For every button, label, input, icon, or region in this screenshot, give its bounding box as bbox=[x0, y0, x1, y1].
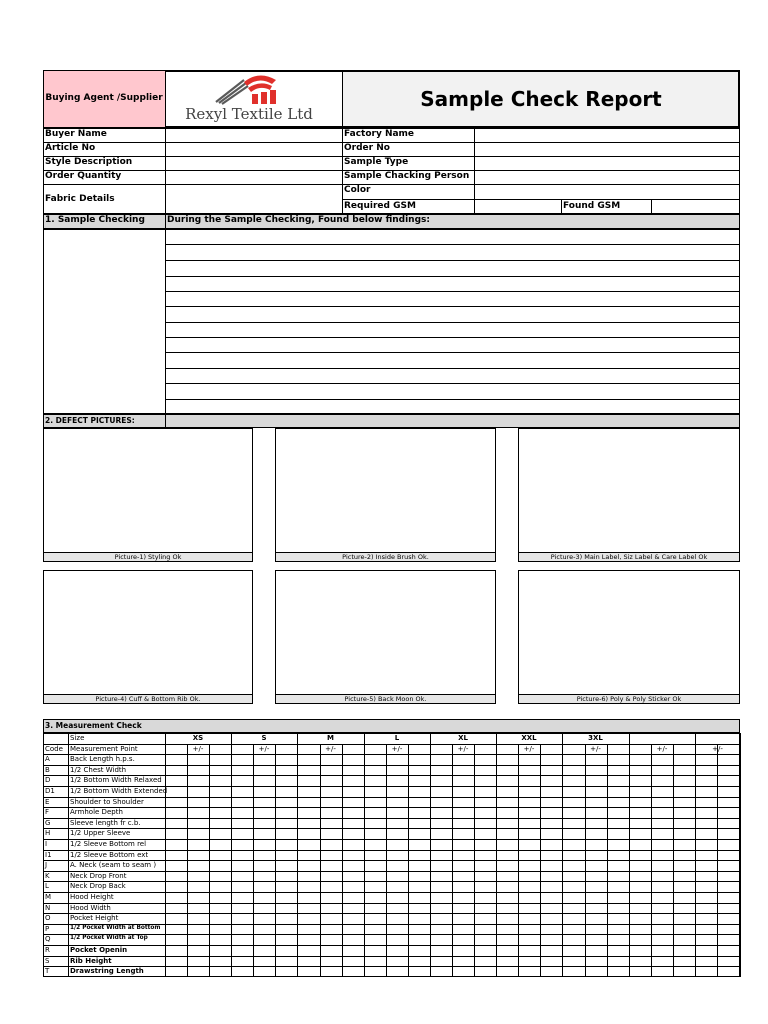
measurement-point: Armhole Depth bbox=[70, 808, 123, 817]
picture-frame bbox=[275, 570, 496, 695]
measurement-code: I bbox=[45, 840, 48, 848]
measurement-point: Pocket Openin bbox=[70, 946, 128, 954]
code-col-line bbox=[68, 733, 69, 977]
measurement-point: 1/2 Upper Sleeve bbox=[70, 829, 131, 838]
measurement-point: Hood Height bbox=[70, 893, 114, 901]
measurement-point: A. Neck (seam to seam ) bbox=[70, 861, 157, 870]
measurement-code: J bbox=[45, 861, 48, 870]
measurement-point: Hood Width bbox=[70, 903, 111, 912]
findings-line bbox=[165, 383, 740, 384]
picture-frame bbox=[518, 428, 740, 553]
measurement-code: S bbox=[45, 956, 50, 965]
size-header: XS bbox=[192, 734, 204, 742]
info-col-line bbox=[165, 128, 166, 214]
size-group-line bbox=[562, 733, 563, 977]
size-header: XXL bbox=[521, 734, 537, 742]
measurement-code: O bbox=[45, 914, 51, 923]
measurement-code: F bbox=[45, 808, 50, 817]
code-label: Code bbox=[45, 744, 63, 753]
measurement-point: 1/2 Pocket Width at Top bbox=[70, 935, 148, 942]
size-header: L bbox=[394, 734, 400, 742]
size-group-line bbox=[231, 733, 232, 977]
info-row-line bbox=[43, 184, 343, 185]
size-group-line bbox=[496, 733, 497, 977]
order-no-label: Order No bbox=[344, 143, 390, 153]
findings-line bbox=[165, 337, 740, 338]
measurement-code: E bbox=[45, 797, 50, 806]
measurement-code: A bbox=[45, 755, 50, 764]
measurement-code: H bbox=[45, 829, 51, 838]
picture-caption: Picture-4) Cuff & Bottom Rib Ok. bbox=[95, 695, 201, 703]
picture-caption: Picture-3) Main Label, Siz Label & Care Label Ok bbox=[550, 553, 708, 561]
tolerance-header: +/- bbox=[258, 744, 270, 753]
measurement-row-line bbox=[43, 754, 740, 755]
measurement-point: 1/2 Bottom Width Extended bbox=[70, 787, 168, 795]
size-group-line bbox=[629, 733, 630, 977]
info-col-line bbox=[342, 128, 343, 214]
measurement-row-line bbox=[43, 839, 740, 840]
measurement-code: M bbox=[45, 893, 52, 901]
findings-line bbox=[165, 399, 740, 400]
section1-title: 1. Sample Checking bbox=[45, 215, 145, 225]
measurement-row-line bbox=[43, 818, 740, 819]
measurement-code: K bbox=[45, 871, 50, 880]
report-title: Sample Check Report bbox=[420, 87, 662, 111]
size-group-line bbox=[740, 733, 741, 977]
size-label: Size bbox=[70, 734, 85, 742]
findings-line bbox=[165, 244, 740, 245]
size-header: M bbox=[327, 734, 334, 742]
size-group-line bbox=[364, 733, 365, 977]
tolerance-header: +/- bbox=[192, 744, 204, 753]
info-label: Order Quantity bbox=[45, 171, 122, 181]
info-col-line bbox=[651, 199, 652, 214]
measurement-point: 1/2 Sleeve Bottom rel bbox=[70, 840, 147, 848]
measurement-row-line bbox=[43, 807, 740, 808]
tolerance-header: +/- bbox=[325, 744, 336, 753]
picture-caption: Picture-1) Styling Ok bbox=[114, 553, 182, 561]
measurement-row-line bbox=[43, 765, 740, 766]
info-col-line bbox=[561, 199, 562, 214]
tolerance-header: +/- bbox=[656, 744, 668, 753]
measurement-row-line bbox=[43, 797, 740, 798]
measurement-row-line bbox=[43, 945, 740, 946]
findings-line bbox=[165, 368, 740, 369]
info-label: Buyer Name bbox=[45, 129, 107, 139]
required-gsm-label: Required GSM bbox=[344, 201, 416, 211]
company-logo-icon bbox=[214, 72, 284, 108]
size-header: XL bbox=[458, 734, 468, 742]
measurement-row-line bbox=[43, 913, 740, 914]
factory-name-label: Factory Name bbox=[344, 129, 415, 139]
findings-line bbox=[165, 291, 740, 292]
measurement-point: Neck Drop Front bbox=[70, 871, 127, 880]
section1-subtitle: During the Sample Checking, Found below findings: bbox=[167, 215, 430, 225]
tolerance-header: +/- bbox=[523, 744, 535, 753]
measurement-code: P bbox=[45, 924, 50, 933]
measurement-code: G bbox=[45, 818, 51, 827]
size-group-line bbox=[165, 733, 166, 977]
info-row-line bbox=[343, 184, 740, 185]
measurement-point: Back Length h.p.s. bbox=[70, 755, 135, 764]
measurement-point: Pocket Height bbox=[70, 914, 119, 923]
picture-frame bbox=[518, 570, 740, 695]
measurement-row-line bbox=[43, 966, 740, 967]
picture-frame bbox=[275, 428, 496, 553]
measurement-point: 1/2 Chest Width bbox=[70, 765, 127, 774]
found-gsm-label: Found GSM bbox=[563, 201, 621, 211]
size-group-line bbox=[430, 733, 431, 977]
findings-line bbox=[165, 260, 740, 261]
size-header: S bbox=[261, 734, 267, 742]
info-row-line bbox=[343, 142, 740, 143]
measurement-point: 1/2 Sleeve Bottom ext bbox=[70, 850, 149, 859]
section3-title: 3. Measurement Check bbox=[45, 721, 142, 730]
measurement-row-line bbox=[43, 956, 740, 957]
measurement-point: Shoulder to Shoulder bbox=[70, 797, 144, 806]
info-row-line bbox=[343, 199, 740, 200]
measurement-point: 1/2 Bottom Width Relaxed bbox=[70, 776, 162, 785]
measurement-row-line bbox=[43, 903, 740, 904]
company-name: Rexyl Textile Ltd bbox=[185, 105, 313, 123]
measurement-row-line bbox=[43, 828, 740, 829]
measurement-code: Q bbox=[45, 935, 51, 944]
measurement-code: R bbox=[45, 946, 50, 954]
size-group-line bbox=[297, 733, 298, 977]
picture-frame bbox=[43, 570, 253, 695]
findings-line bbox=[165, 276, 740, 277]
picture-caption: Picture-2) Inside Brush Ok. bbox=[342, 553, 429, 561]
measurement-point: Drawstring Length bbox=[70, 967, 144, 976]
findings-line bbox=[165, 306, 740, 307]
section2-header bbox=[43, 414, 740, 428]
measurement-code: I1 bbox=[45, 850, 52, 859]
measurement-code: L bbox=[45, 882, 49, 891]
section2-col-line bbox=[165, 414, 166, 428]
measurement-point: 1/2 Pocket Width at Bottom bbox=[70, 924, 161, 931]
section3-header bbox=[43, 719, 740, 733]
measurement-point: Sleeve length fr c.b. bbox=[70, 818, 141, 827]
size-group-line bbox=[695, 733, 696, 977]
picture-caption: Picture-6) Poly & Poly Sticker Ok bbox=[576, 695, 682, 703]
section2-title: 2. DEFECT PICTURES: bbox=[45, 416, 135, 425]
size-header: 3XL bbox=[588, 734, 603, 742]
measurement-code: B bbox=[45, 765, 50, 774]
checking-person-label: Sample Chacking Person bbox=[344, 171, 470, 181]
info-label: Article No bbox=[45, 143, 96, 153]
measurement-row-line bbox=[43, 881, 740, 882]
info-col-line bbox=[474, 128, 475, 214]
measurement-code: N bbox=[45, 903, 51, 912]
sample-type-label: Sample Type bbox=[344, 157, 409, 167]
measurement-code: D1 bbox=[45, 787, 55, 795]
header-divider bbox=[165, 70, 166, 128]
measurement-row-line bbox=[43, 892, 740, 893]
picture-caption: Picture-5) Back Moon Ok. bbox=[344, 695, 427, 703]
measurement-point: Neck Drop Back bbox=[70, 882, 126, 891]
measurement-point: Rib Height bbox=[70, 956, 112, 965]
findings-line bbox=[165, 322, 740, 323]
measurement-code: T bbox=[45, 967, 50, 976]
findings-line bbox=[165, 352, 740, 353]
measurement-row-line bbox=[43, 871, 740, 872]
buying-agent-label: Buying Agent /Supplier bbox=[45, 93, 163, 103]
picture-frame bbox=[43, 428, 253, 553]
measurement-code: D bbox=[45, 776, 51, 785]
tolerance-header: +/- bbox=[712, 744, 723, 753]
tolerance-header: +/- bbox=[590, 744, 601, 753]
tolerance-header: +/- bbox=[391, 744, 403, 753]
tolerance-header: +/- bbox=[457, 744, 469, 753]
color-label: Color bbox=[344, 185, 371, 195]
info-label: Style Description bbox=[45, 157, 133, 167]
measurement-point-label: Measurement Point bbox=[70, 744, 138, 753]
info-label: Fabric Details bbox=[45, 194, 115, 204]
